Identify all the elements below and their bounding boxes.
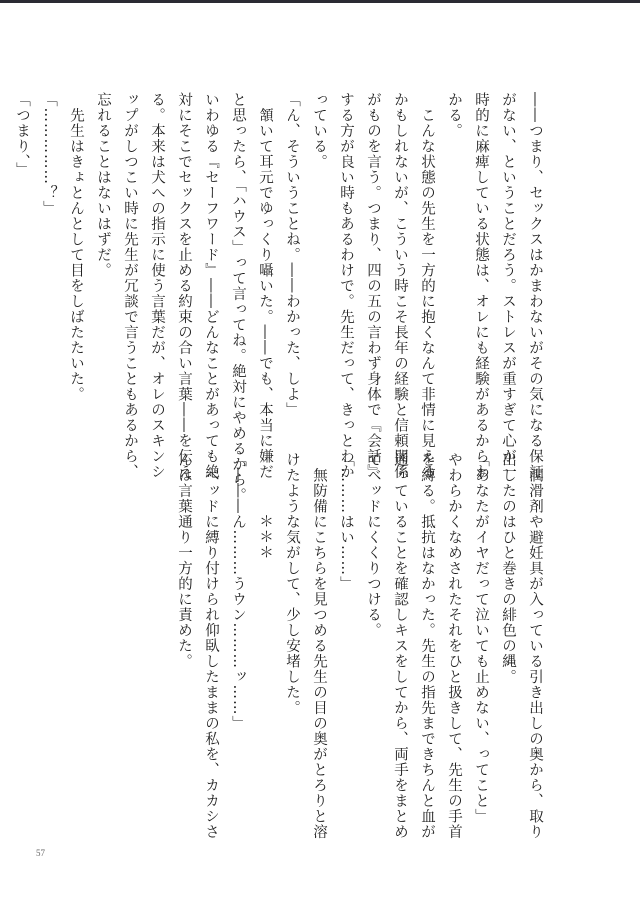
text-line: 出したのはひと巻きの緋色の縄。 [500, 452, 516, 685]
lower-text-block [170, 452, 548, 840]
top-edge-bar [0, 0, 640, 3]
text-line: 潤滑剤や避妊具が入っている引き出しの奥から、取り [527, 452, 543, 840]
text-line: ップがしつこい時に先生が冗談で言うこともあるから、 [122, 92, 138, 480]
text-line: を縛る。抵抗はなかった。先生の指先まできちんと血が [419, 452, 435, 840]
text-line: がものを言う。つまり、四の五の言わず身体で『会話』 [365, 92, 381, 480]
text-line: がない、ということだろう。ストレスが重すぎて心が一 [500, 92, 516, 480]
text-line: と思ったら、「ハウス」って言ってね。絶対にやめるから。 [230, 92, 246, 504]
text-line: 通っていることを確認しキスをしてから、両手をまとめ [392, 452, 408, 840]
text-line: こんな状態の先生を一方的に抱くなんて非情に見える [419, 92, 435, 480]
text-line: 「つまり、」 [14, 92, 30, 178]
upper-text-block [8, 92, 548, 504]
section-break: ＊＊＊ [257, 452, 273, 561]
page-number: 57 [36, 848, 45, 858]
text-line: かる。 [446, 92, 462, 139]
text-line: やわらかくなめされたそれをひと扱きして、先生の手首 [446, 452, 462, 840]
text-line: っている。 [311, 92, 327, 170]
text-line: 無防備にこちらを見つめる先生の目の奥がとろりと溶 [311, 452, 327, 840]
text-line: 時的に麻痺している状態は、オレにも経験があるからわ [473, 92, 489, 480]
text-line: 「ん、そういうことね。――わかった、しよ」 [284, 92, 300, 418]
text-line: けたような気がして、少し安堵した。 [284, 452, 300, 716]
text-line: 「あなたがイヤだって泣いても止めない、ってこと」 [473, 452, 489, 824]
text-line: 対にそこでセックスを止める約束の合い言葉――を伝え [176, 92, 192, 480]
text-line: 「―――ん………うウン………ッ……」 [230, 452, 246, 731]
text-line: いわゆる『セーフワード』――どんなことがあっても絶 [203, 92, 219, 480]
text-line: する方が良い時もあるわけで。先生だって、きっとわか [338, 92, 354, 480]
text-line: んは言葉通り一方的に責めた。 [176, 452, 192, 669]
text-line: る。本来は犬への指示に使う言葉だが、オレのスキンシ [149, 92, 165, 480]
text-line: 「……………？」 [41, 92, 57, 216]
text-line: 頷いて耳元でゆっくり囁いた。――でも、本当に嫌だ [257, 92, 273, 480]
text-line: 「………はい……」 [338, 452, 354, 592]
text-line: ――つまり、セックスはかまわないがその気になる保証 [527, 92, 543, 480]
text-line: かもしれないが、こういう時こそ長年の経験と信頼関係 [392, 92, 408, 480]
text-line: てベッドにくくりつける。 [365, 452, 381, 638]
text-line: 忘れることはないはずだ。 [95, 92, 111, 278]
text-line: 先生はきょとんとして目をしばたたいた。 [68, 92, 84, 402]
text-line: ベッドに縛り付けられ仰臥したままの私を、カカシさ [203, 452, 219, 840]
